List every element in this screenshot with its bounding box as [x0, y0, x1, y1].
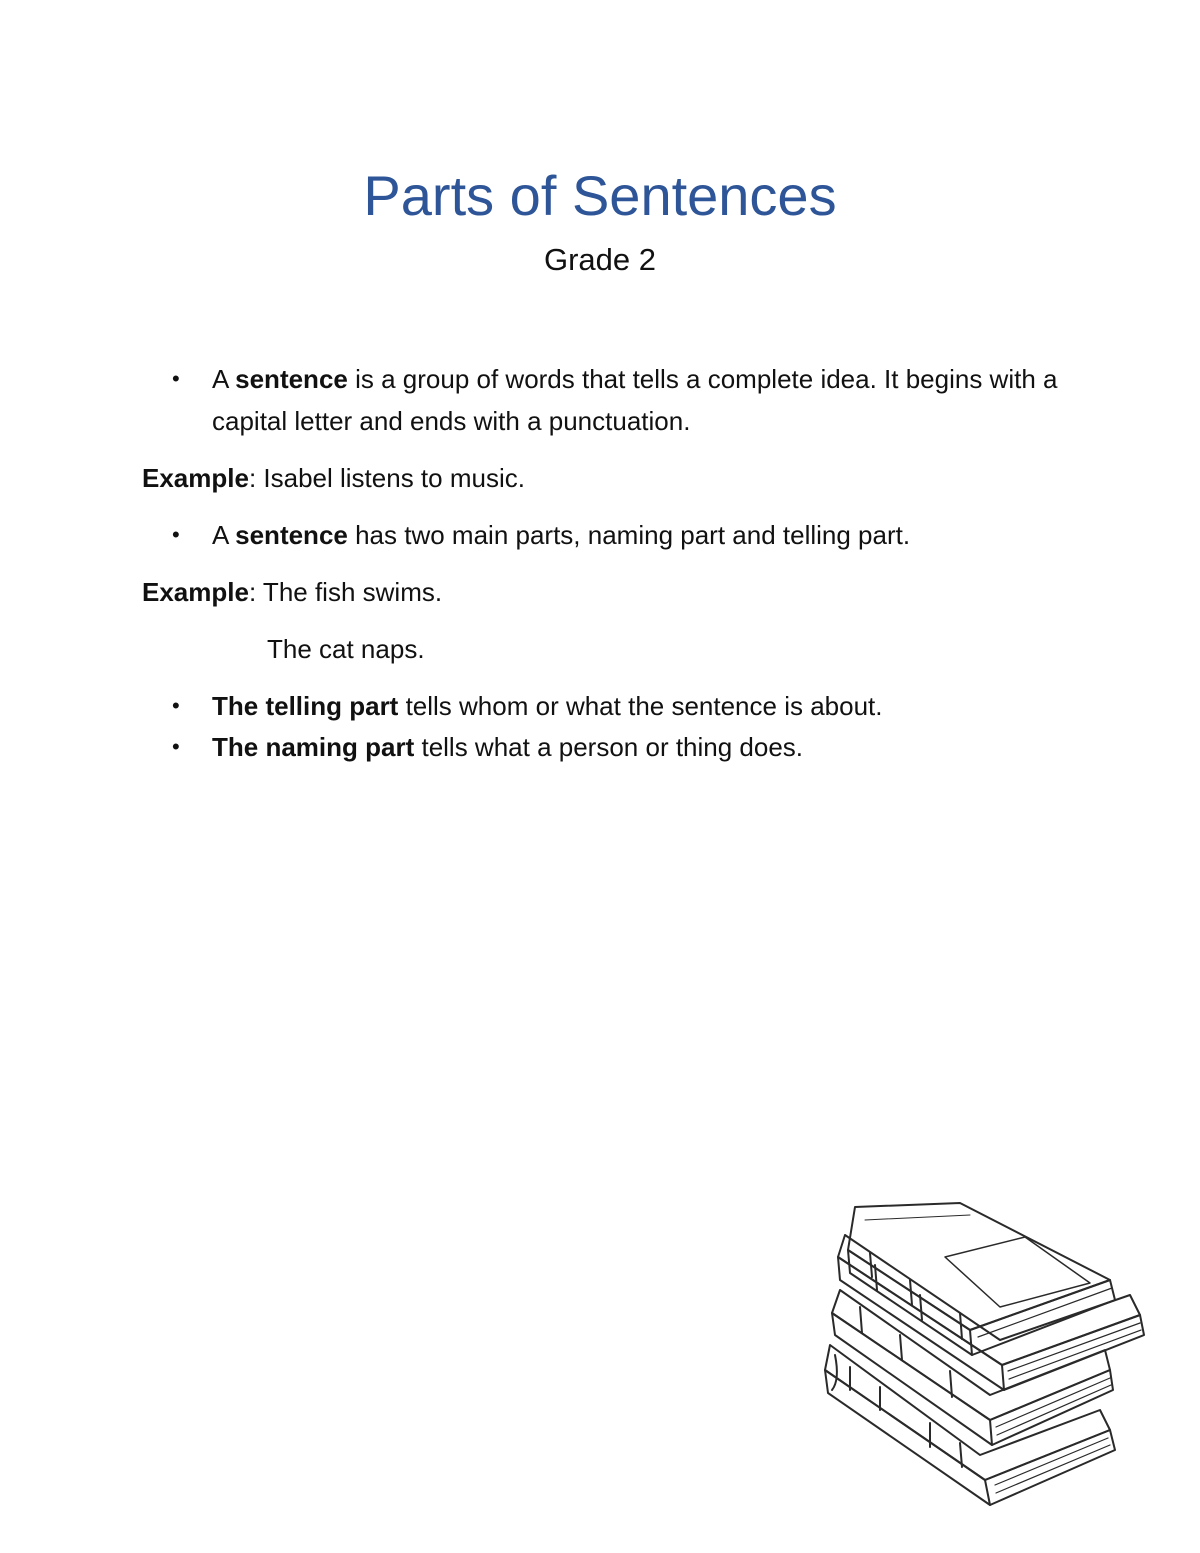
bullet-text — [212, 685, 1072, 727]
example-text: : The fish swims. — [248, 577, 443, 607]
page-title: Parts of Sentences — [363, 164, 837, 227]
bullet-text — [212, 514, 1072, 556]
example-label: Example — [142, 463, 249, 493]
bullet-text-post: is a group of words that tells a complete idea. It begins with a capital letter and ends with a punctuation. — [212, 364, 1058, 436]
bullet-text-post: tells whom or what the sentence is about. — [398, 691, 883, 721]
bullet-dot-icon: • — [172, 734, 180, 759]
bullet-dot-icon: • — [172, 366, 180, 391]
bullet-dot-icon: • — [172, 522, 180, 547]
example-label: Example — [142, 577, 249, 607]
example-line-indented: The cat naps. — [267, 634, 425, 664]
stacked-books-sketch-icon — [810, 1195, 1170, 1525]
bullet-text-pre: A — [212, 520, 236, 550]
bullet-term: sentence — [235, 364, 348, 394]
bullet-text-post: has two main parts, naming part and telling part. — [347, 520, 911, 550]
bullet-term: sentence — [235, 520, 348, 550]
example-text: : Isabel listens to music. — [248, 463, 525, 493]
bullet-text — [212, 726, 1072, 768]
bullet-dot-icon: • — [172, 693, 180, 718]
bullet-term: The telling part — [212, 691, 399, 721]
example-line — [142, 457, 1102, 499]
bullet-text-pre: A — [212, 364, 236, 394]
page-subtitle: Grade 2 — [543, 242, 656, 277]
example-line — [142, 571, 1102, 613]
bullet-text-post: tells what a person or thing does. — [414, 732, 804, 762]
bullet-text — [212, 358, 1072, 442]
bullet-term: The naming part — [212, 732, 415, 762]
